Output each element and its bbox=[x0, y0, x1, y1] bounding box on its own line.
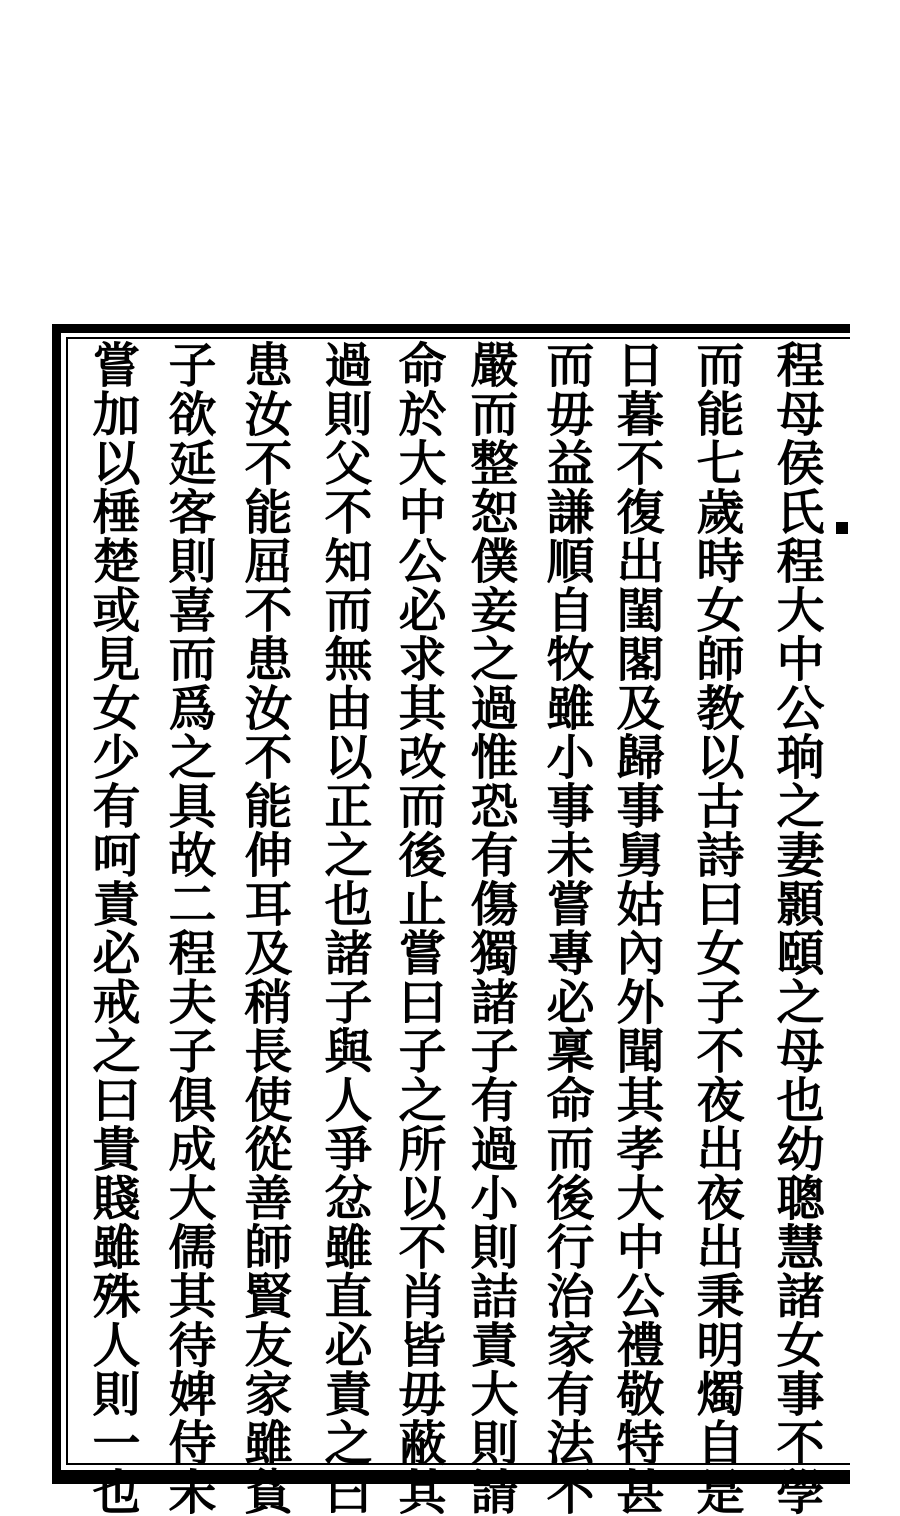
fold-marker-top bbox=[836, 522, 848, 534]
text-column-7: 過則父不知而無由以正之也諸子與人爭忿雖直必責之曰 bbox=[316, 340, 372, 1516]
text-column-5: 嚴而整恕僕妾之過惟恐有傷獨諸子有過小則詰責大則請 bbox=[462, 340, 518, 1516]
text-column-3: 日暮不復出閨閣及歸事舅姑內外聞其孝大中公禮敬特甚 bbox=[608, 340, 664, 1516]
text-column-9: 子欲延客則喜而爲之具故二程夫子俱成大儒其待婢侍未 bbox=[160, 340, 216, 1516]
text-column-4: 而毋益謙順自牧雖小事未嘗專必稟命而後行治家有法不 bbox=[538, 340, 594, 1516]
text-column-2: 而能七歲時女師教以古詩曰女子不夜出夜出秉明燭自是 bbox=[688, 340, 744, 1516]
text-column-1: 程母侯氏程大中公珦之妻顥頤之母也幼聰慧諸女事不學 bbox=[768, 340, 824, 1516]
text-column-10: 嘗加以棰楚或見女少有呵責必戒之曰貴賤雖殊人則一也 bbox=[84, 340, 140, 1516]
text-column-8: 患汝不能屈不患汝不能伸耳及稍長使從善師賢友家雖貧 bbox=[236, 340, 292, 1516]
text-column-6: 命於大中公必求其改而後止嘗曰子之所以不肖皆毋蔽其 bbox=[390, 340, 446, 1516]
